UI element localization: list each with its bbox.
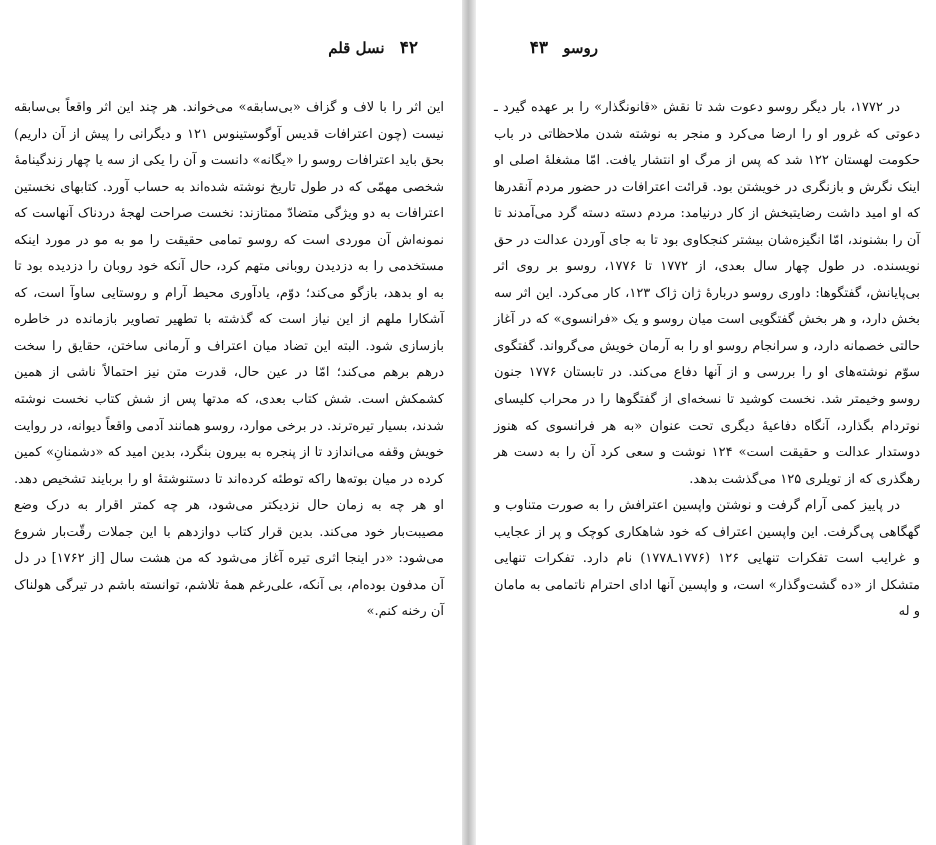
left-page-header xyxy=(328,38,418,58)
left-page-body xyxy=(14,95,444,626)
right-paragraph-2: در پاییز کمی آرام گرفت و نوشتن واپسین اعترافش را به صورت متناوب و گهگاهی پی‌گرفت. این واپسین اعتراف که خود شاهکاری کوچک و پر از عجایب و غرایب است تفکرات تنهایی ۱۲۶ (۱۷۷۶ـ۱۷۷۸) نام دارد. تفکرات تنهایی متشکل از «ده گشت‌وگذار» است، و واپسین آنها ادای احترام ناتمامی به مامان و له xyxy=(494,498,920,620)
right-page-number: ۴۳ xyxy=(529,38,548,58)
book-gutter xyxy=(462,0,476,845)
right-paragraph-1: در ۱۷۷۲، بار دیگر روسو دعوت شد تا نقش «قانونگذار» را بر عهده گیرد ـ دعوتی که غرور او را ارضا می‌کرد و منجر به نوشته شدن ملاحظاتی در باب حکومت لهستان ۱۲۲ شد که پس از مرگ او انتشار یافت. امّا مشغلهٔ اصلی او اینک نگرش و بازنگری در خویشتن بود. قرائت اعترافات در حضور مردم آنقدرها که او امید داشت رضایتبخش از کار درنیامد: مردم دسته دسته گرد می‌آمدند تا آن را بشنوند، امّا انگیزه‌شان بیشتر کنجکاوی بود تا به جای آوردن عدالت در حق نویسنده. در طول چهار سال بعدی، از ۱۷۷۲ تا ۱۷۷۶، روسو بر روی اثر بی‌پایانش، گفتگوها: داوری روسو دربارهٔ ژان ژاک ۱۲۳، کار می‌کرد. این اثر سه بخش دارد، و هر بخش گفتگویی است میان روسو و یک «فرانسوی» که در آغاز حالتی خصمانه دارد، و سرانجام روسو او را به آرمان خویش می‌گرواند. گفتگوی سوّم نوشته‌های او را بررسی و از آنها دفاع می‌کند. در تابستان ۱۷۷۶ جنون روسو وخیمتر شد. نخست کوشید تا نسخه‌ای از گفتگوها را در محراب کلیسای نوتردام بگذارد، آنگاه دفاعیهٔ دیگری تحت عنوان «به هر فرانسوی که هنوز دوستدار عدالت و حقیقت است» ۱۲۴ نوشت و سعی کرد آن را به دست هر رهگذری که از تویلری ۱۲۵ می‌گذشت بدهد. xyxy=(494,100,920,487)
left-paragraph-1: این اثر را با لاف و گزاف «بی‌سابقه» می‌خواند. هر چند این اثر واقعاً بی‌سابقه نیست (چون اعترافات قدیس آوگوستینوس ۱۲۱ و دیگرانی را پیش از آن داریم) بحق باید اعترافات روسو را «یگانه» دانست و آن را یکی از سه یا چهار زندگینامهٔ شخصی مهمّی که در طول تاریخ نوشته شده‌اند به حساب آورد. کتابهای نخستین اعترافات به دو ویژگی متضادّ ممتازند: نخست صراحت لهجهٔ دردناک آنهاست که نمونه‌اش آن موردی است که روسو تمامی حقیقت را مو به مو در مورد اینکه مستخدمی را به دزدیدن روبانی متهم کرد، حال آنکه خود روبان را دزدیده بود تا به او بدهد، بازگو می‌کند؛ دوّم، یادآوری محیط آرام و روستایی ساوآ است، که آشکارا ملهم از این نیاز است که گذشته با تطهیر تصاویر بازمانده در خاطره بازسازی شود. البته این تضاد میان اعتراف و آرمانی ساختن، حقایق را سخت درهم برهم می‌کند؛ امّا در عین حال، قدرت متن نیز احتمالاً ناشی از همین کشمکش است. شش کتاب بعدی، که مدتها پس از شش کتاب نخست نوشته شدند، بسیار تیره‌ترند. در برخی موارد، روسو همانند آدمی واقعاً دیوانه، در روایت خویش وقفه می‌اندازد تا از پنجره به بیرون بنگرد، بدین امید که «دشمنانِ» کمین کرده در میان بوته‌ها راکه توطئه کرده‌اند تا دستنوشتهٔ او را بربایند تشخیص دهد. او هر چه به زمان حال نزدیکتر می‌شود، هر چه کمتر اقرار به درک وضع مصیبت‌بار خود می‌کند. بدین قرار کتاب دوازدهم با این جملات رقّت‌بار شروع می‌شود: «در اینجا اثری تیره آغاز می‌شود که من هشت سال [از ۱۷۶۲] در دل آن مدفون بوده‌ام، بی آنکه، علی‌رغم همهٔ تلاشم، توانسته باشم در تیرگی هولناک آن رخنه کنم.» xyxy=(14,100,445,620)
right-page xyxy=(476,0,936,845)
right-page-header xyxy=(530,38,598,58)
left-page-running-title: نسل قلم xyxy=(328,39,385,57)
left-page xyxy=(0,0,462,845)
right-page-body xyxy=(494,95,920,626)
right-page-running-title: روسو xyxy=(563,39,598,57)
left-page-number: ۴۲ xyxy=(399,38,418,58)
